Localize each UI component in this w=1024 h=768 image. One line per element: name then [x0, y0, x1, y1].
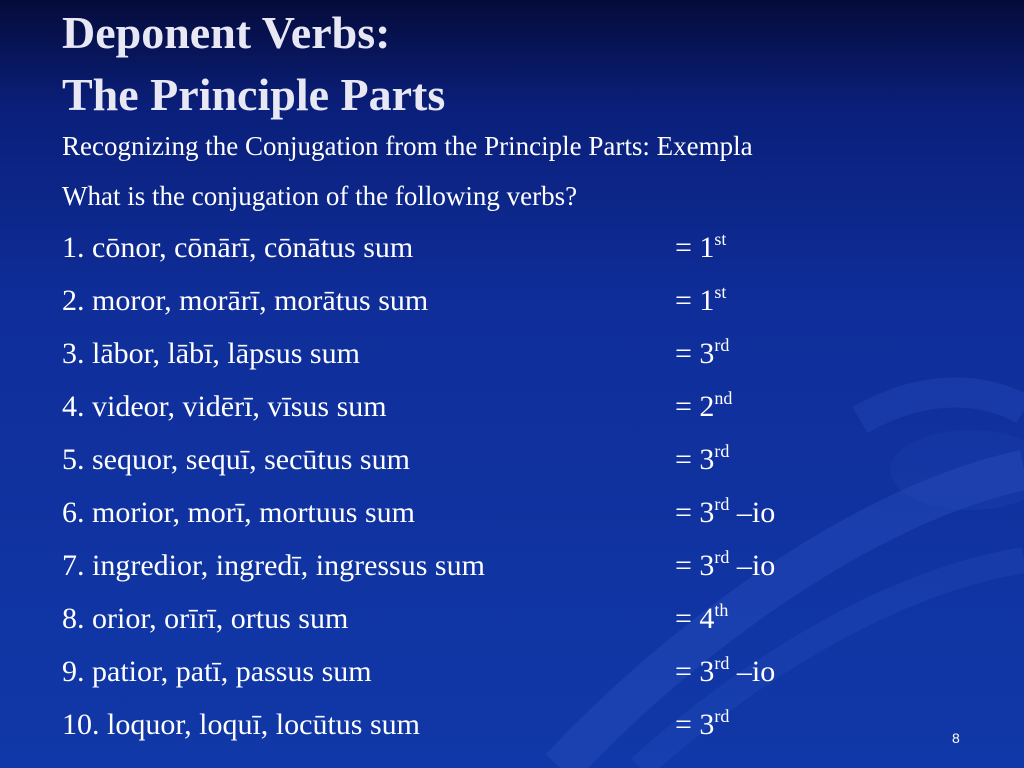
conjugation-answer: [675, 281, 726, 321]
verb-list-item: [62, 705, 962, 745]
verb-principal-parts: 9. patior, patī, passus sum: [62, 655, 372, 688]
answer-ordinal-suffix: rd: [714, 335, 730, 355]
conjugation-answer: [675, 599, 728, 639]
subtitle-recognizing: Recognizing the Conjugation from the Principle Parts: Exempla: [62, 131, 753, 161]
verb-list-item: [62, 228, 962, 268]
verb-principal-parts: 2. moror, morārī, morātus sum: [62, 284, 429, 317]
conjugation-answer: [675, 546, 775, 586]
verb-list-item: [62, 334, 962, 374]
conjugation-answer: [675, 228, 726, 268]
answer-io-suffix: –io: [729, 655, 776, 688]
verb-list-item: [62, 493, 962, 533]
answer-ordinal-suffix: st: [714, 282, 727, 302]
conjugation-answer: [675, 334, 729, 374]
answer-ordinal-suffix: rd: [714, 653, 730, 673]
verb-principal-parts: 8. orior, orīrī, ortus sum: [62, 602, 349, 635]
conjugation-answer: [675, 652, 775, 692]
verb-principal-parts: 4. videor, vidērī, vīsus sum: [62, 390, 387, 423]
answer-ordinal-suffix: rd: [714, 441, 730, 461]
answer-ordinal-suffix: th: [714, 600, 729, 620]
answer-number: = 3: [675, 443, 715, 476]
verb-principal-parts: 3. lābor, lābī, lāpsus sum: [62, 337, 360, 370]
conjugation-answer: [675, 440, 729, 480]
answer-number: = 3: [675, 496, 715, 529]
slide-title: [62, 2, 445, 126]
conjugation-answer: [675, 493, 775, 533]
verb-list-item: [62, 599, 962, 639]
answer-number: = 3: [675, 708, 715, 741]
answer-ordinal-suffix: nd: [714, 388, 733, 408]
answer-io-suffix: –io: [729, 549, 776, 582]
answer-ordinal-suffix: rd: [714, 494, 730, 514]
answer-number: = 3: [675, 337, 715, 370]
answer-number: = 1: [675, 284, 715, 317]
verb-list-item: [62, 387, 962, 427]
verb-principal-parts: 5. sequor, sequī, secūtus sum: [62, 443, 410, 476]
verb-principal-parts: 7. ingredior, ingredī, ingressus sum: [62, 549, 485, 582]
answer-io-suffix: –io: [729, 496, 776, 529]
conjugation-answer: [675, 705, 729, 745]
answer-ordinal-suffix: rd: [714, 547, 730, 567]
answer-ordinal-suffix: rd: [714, 706, 730, 726]
verb-principal-parts: 10. loquor, loquī, locūtus sum: [62, 708, 420, 741]
answer-number: = 2: [675, 390, 715, 423]
slide-page-number: 8: [952, 730, 960, 746]
verb-list-item: [62, 546, 962, 586]
slide-title-line-1: Deponent Verbs:: [62, 7, 391, 58]
answer-number: = 4: [675, 602, 715, 635]
verb-list-item: [62, 440, 962, 480]
answer-number: = 3: [675, 549, 715, 582]
conjugation-answer: [675, 387, 732, 427]
answer-number: = 1: [675, 231, 715, 264]
verb-principal-parts: 1. cōnor, cōnārī, cōnātus sum: [62, 231, 414, 264]
answer-ordinal-suffix: st: [714, 229, 727, 249]
slide-title-line-2: The Principle Parts: [62, 69, 446, 120]
verb-principal-parts: 6. morior, morī, mortuus sum: [62, 496, 415, 529]
verb-list-item: [62, 281, 962, 321]
verb-list-item: [62, 652, 962, 692]
subtitle-question: What is the conjugation of the following verbs?: [62, 181, 578, 211]
answer-number: = 3: [675, 655, 715, 688]
